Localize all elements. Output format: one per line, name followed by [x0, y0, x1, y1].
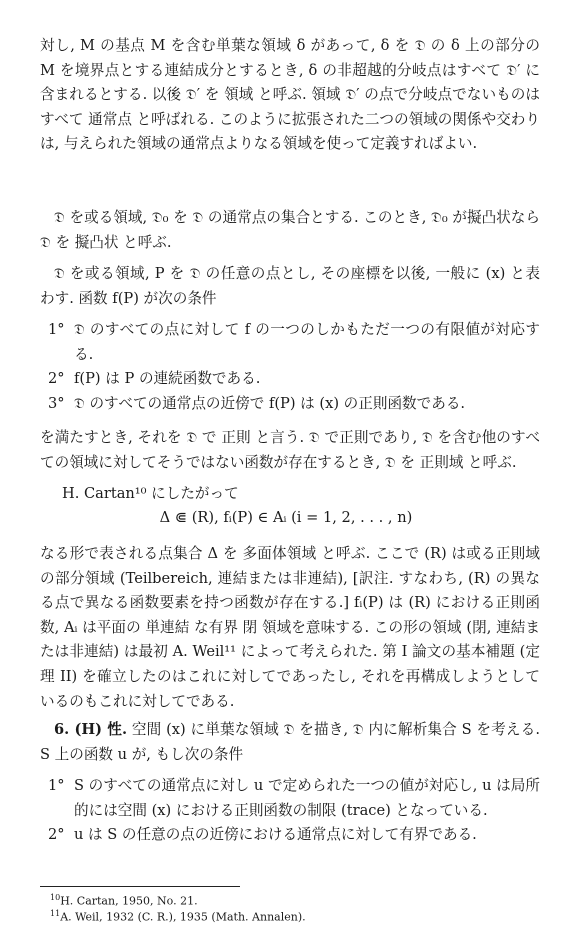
condition-text: 𝔇 のすべての通常点の近傍で f(P) は (x) の正則函数である.	[74, 395, 466, 412]
condition-number: 3°	[48, 395, 65, 412]
section-text: 空間 (x) に単葉な領域 𝔇 を描き, 𝔇 内に解析集合 S を考える. S 上の函数 u が, もし次の条件	[40, 721, 541, 763]
condition-number: 1°	[48, 777, 65, 794]
paragraph-pseudoconvex: 𝔇 を或る領域, 𝔇₀ を 𝔇 の通常点の集合とする. このとき, 𝔇₀ が擬凸状なら 𝔇 を 擬凸状 と呼ぶ.	[40, 209, 540, 251]
condition-text: 𝔇 のすべての点に対して f の一つのしかもただ一つの有限値が対応する.	[74, 321, 540, 363]
footnote-mark: 11	[50, 909, 61, 918]
paragraph-region-definition: 対し, M の基点 M を含む単葉な領域 δ があって, δ を 𝔇 の δ 上の部分の M を境界点とする連結成分とするとき, δ の非超越的分岐点はすべて 𝔇′ に含まれるとする. 以後 𝔇′ を 領域 と呼ぶ. 領域 𝔇′ の点で分岐点でないものはすべて 通常点 と呼ばれる. このように拡張された二つの領域の関係や交わりは, 与えられた領域の通常点よりなる領域を使って定義すればよい.	[40, 37, 540, 153]
footnote-mark: 10	[50, 893, 61, 902]
condition-number: 2°	[48, 826, 65, 843]
polyhedral-formula: Δ ⋐ (R), fᵢ(P) ∈ Aᵢ (i = 1, 2, . . . , n)	[159, 509, 413, 526]
paragraph-polyhedral-domain: なる形で表される点集合 Δ を 多面体領域 と呼ぶ. ここで (R) は或る正則域の部分領域 (Teilbereich, 連結または非連結), [訳注. すなわち, (R) の異なる点で異なる函数要素を持つ函数が存在する.] fᵢ(P) は (R) における正則函数, Aᵢ は平面の 単連結 な有界 閉 領域を意味する. この形の領域 (閉, 連結または非連結) は最初 A. Weil¹¹ によって考えられた. 第 I 論文の基本補題 (定理 II) を確立したのはこれに対してであったし, それを再構成しようとしているのもこれに対してである.	[40, 545, 540, 710]
footnote-text: H. Cartan, 1950, No. 21.	[60, 894, 198, 908]
paragraph-function-conditions: 𝔇 を或る領域, P を 𝔇 の任意の点とし, その座標を以後, 一般に (x) と表わす. 函数 f(P) が次の条件	[40, 265, 540, 307]
footnote-divider	[40, 886, 240, 887]
condition-number: 1°	[48, 321, 65, 338]
condition-text: u は S の任意の点の近傍における通常点に対して有界である.	[74, 826, 477, 843]
footnote-text: A. Weil, 1932 (C. R.), 1935 (Math. Annalen).	[60, 910, 306, 924]
section-6	[40, 718, 540, 767]
footnote-11	[50, 906, 306, 926]
condition-text: f(P) は P の連続函数である.	[74, 370, 261, 387]
cartan-reference-line: H. Cartan¹⁰ にしたがって	[62, 485, 239, 502]
paragraph-regular-definition: を満たすとき, それを 𝔇 で 正則 と言う. 𝔇 で正則であり, 𝔇 を含む他のすべての領域に対してそうではない函数が存在するとき, 𝔇 を 正則域 と呼ぶ.	[40, 429, 540, 471]
section-heading: 6. (H) 性.	[54, 721, 128, 738]
condition-text: S のすべての通常点に対し u で定められた一つの値が対応し, u は局所的には空間 (x) における正則函数の制限 (trace) となっている.	[74, 777, 540, 819]
condition-number: 2°	[48, 370, 65, 387]
